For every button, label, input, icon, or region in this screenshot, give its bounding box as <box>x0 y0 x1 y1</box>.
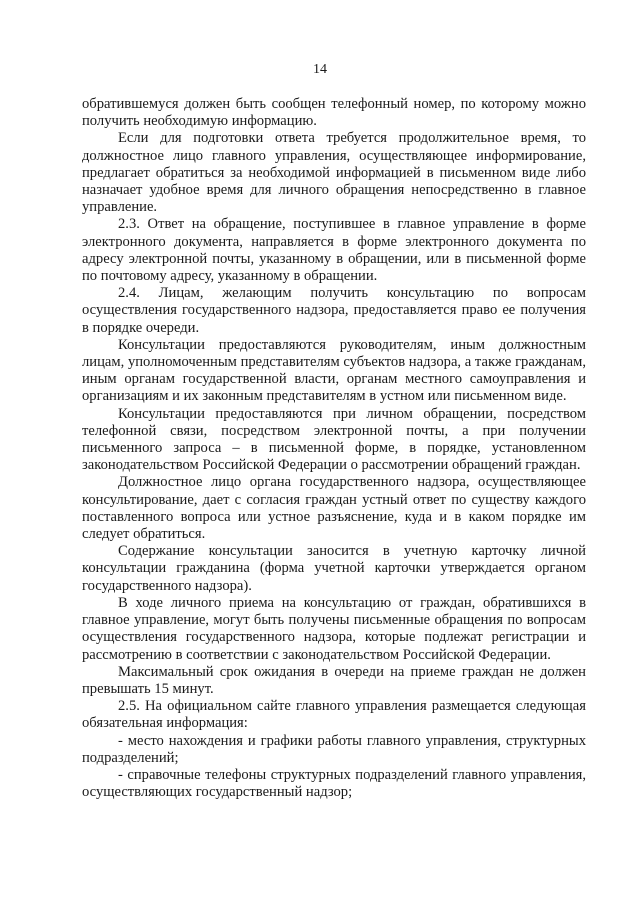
paragraph-consultation-methods: Консультации предоставляются при личном обращении, посредством телефонной связи, посредством электронной почты, а при получении письменного запроса – в письменной форме, в порядке, установленном законодательством Российской Федерации о рассмотрении обращений граждан. <box>82 405 586 474</box>
paragraph-2-3-electronic-reply: 2.3. Ответ на обращение, поступившее в главное управление в форме электронного документа, направляется в форме электронного документа по адресу электронной почты, указанному в обращении, или в письменной форме по почтовому адресу, указанному в обращении. <box>82 216 586 285</box>
paragraph-consultation-card: Содержание консультации заносится в учетную карточку личной консультации гражданина (форма учетной карточки утверждается органом государственного надзора). <box>82 543 586 594</box>
page-number: 14 <box>313 62 327 77</box>
list-item-location-schedule: - место нахождения и графики работы главного управления, структурных подразделений; <box>82 732 586 766</box>
paragraph-official-consulting: Должностное лицо органа государственного надзора, осуществляющее консультирование, дает с согласия граждан устный ответ по существу каждого поставленного вопроса или устное разъяснение, куда и в каком порядке им следует обратиться. <box>82 474 586 543</box>
paragraph-written-appeals: В ходе личного приема на консультацию от граждан, обратившихся в главное управление, могут быть получены письменные обращения по вопросам осуществления государственного надзора, которые подлежат регистрации и рассмотрению в соответствии с законодательством Российской Федерации. <box>82 594 586 663</box>
paragraph-consultation-recipients: Консультации предоставляются руководителям, иным должностным лицам, уполномоченным представителям субъектов надзора, а также гражданам, иным органам государственной власти, органам местного самоуправления и организациям и их законным представителям в устном или письменном виде. <box>82 336 586 405</box>
document-body <box>82 96 586 801</box>
list-item-reference-phones: - справочные телефоны структурных подразделений главного управления, осуществляющих государственный надзор; <box>82 766 586 801</box>
paragraph-continuation: обратившемуся должен быть сообщен телефонный номер, по которому можно получить необходимую информацию. <box>82 96 586 130</box>
paragraph-2-5-website-info: 2.5. На официальном сайте главного управления размещается следующая обязательная информация: <box>82 698 586 732</box>
paragraph-queue-time: Максимальный срок ожидания в очереди на приеме граждан не должен превышать 15 минут. <box>82 663 586 697</box>
paragraph-2-4-consultation-right: 2.4. Лицам, желающим получить консультацию по вопросам осуществления государственного надзора, предоставляется право ее получения в порядке очереди. <box>82 285 586 336</box>
paragraph-long-response: Если для подготовки ответа требуется продолжительное время, то должностное лицо главного управления, осуществляющее информирование, предлагает обратиться за необходимой информацией в письменном виде либо назначает удобное время для личного обращения непосредственно в главное управление. <box>82 130 586 216</box>
